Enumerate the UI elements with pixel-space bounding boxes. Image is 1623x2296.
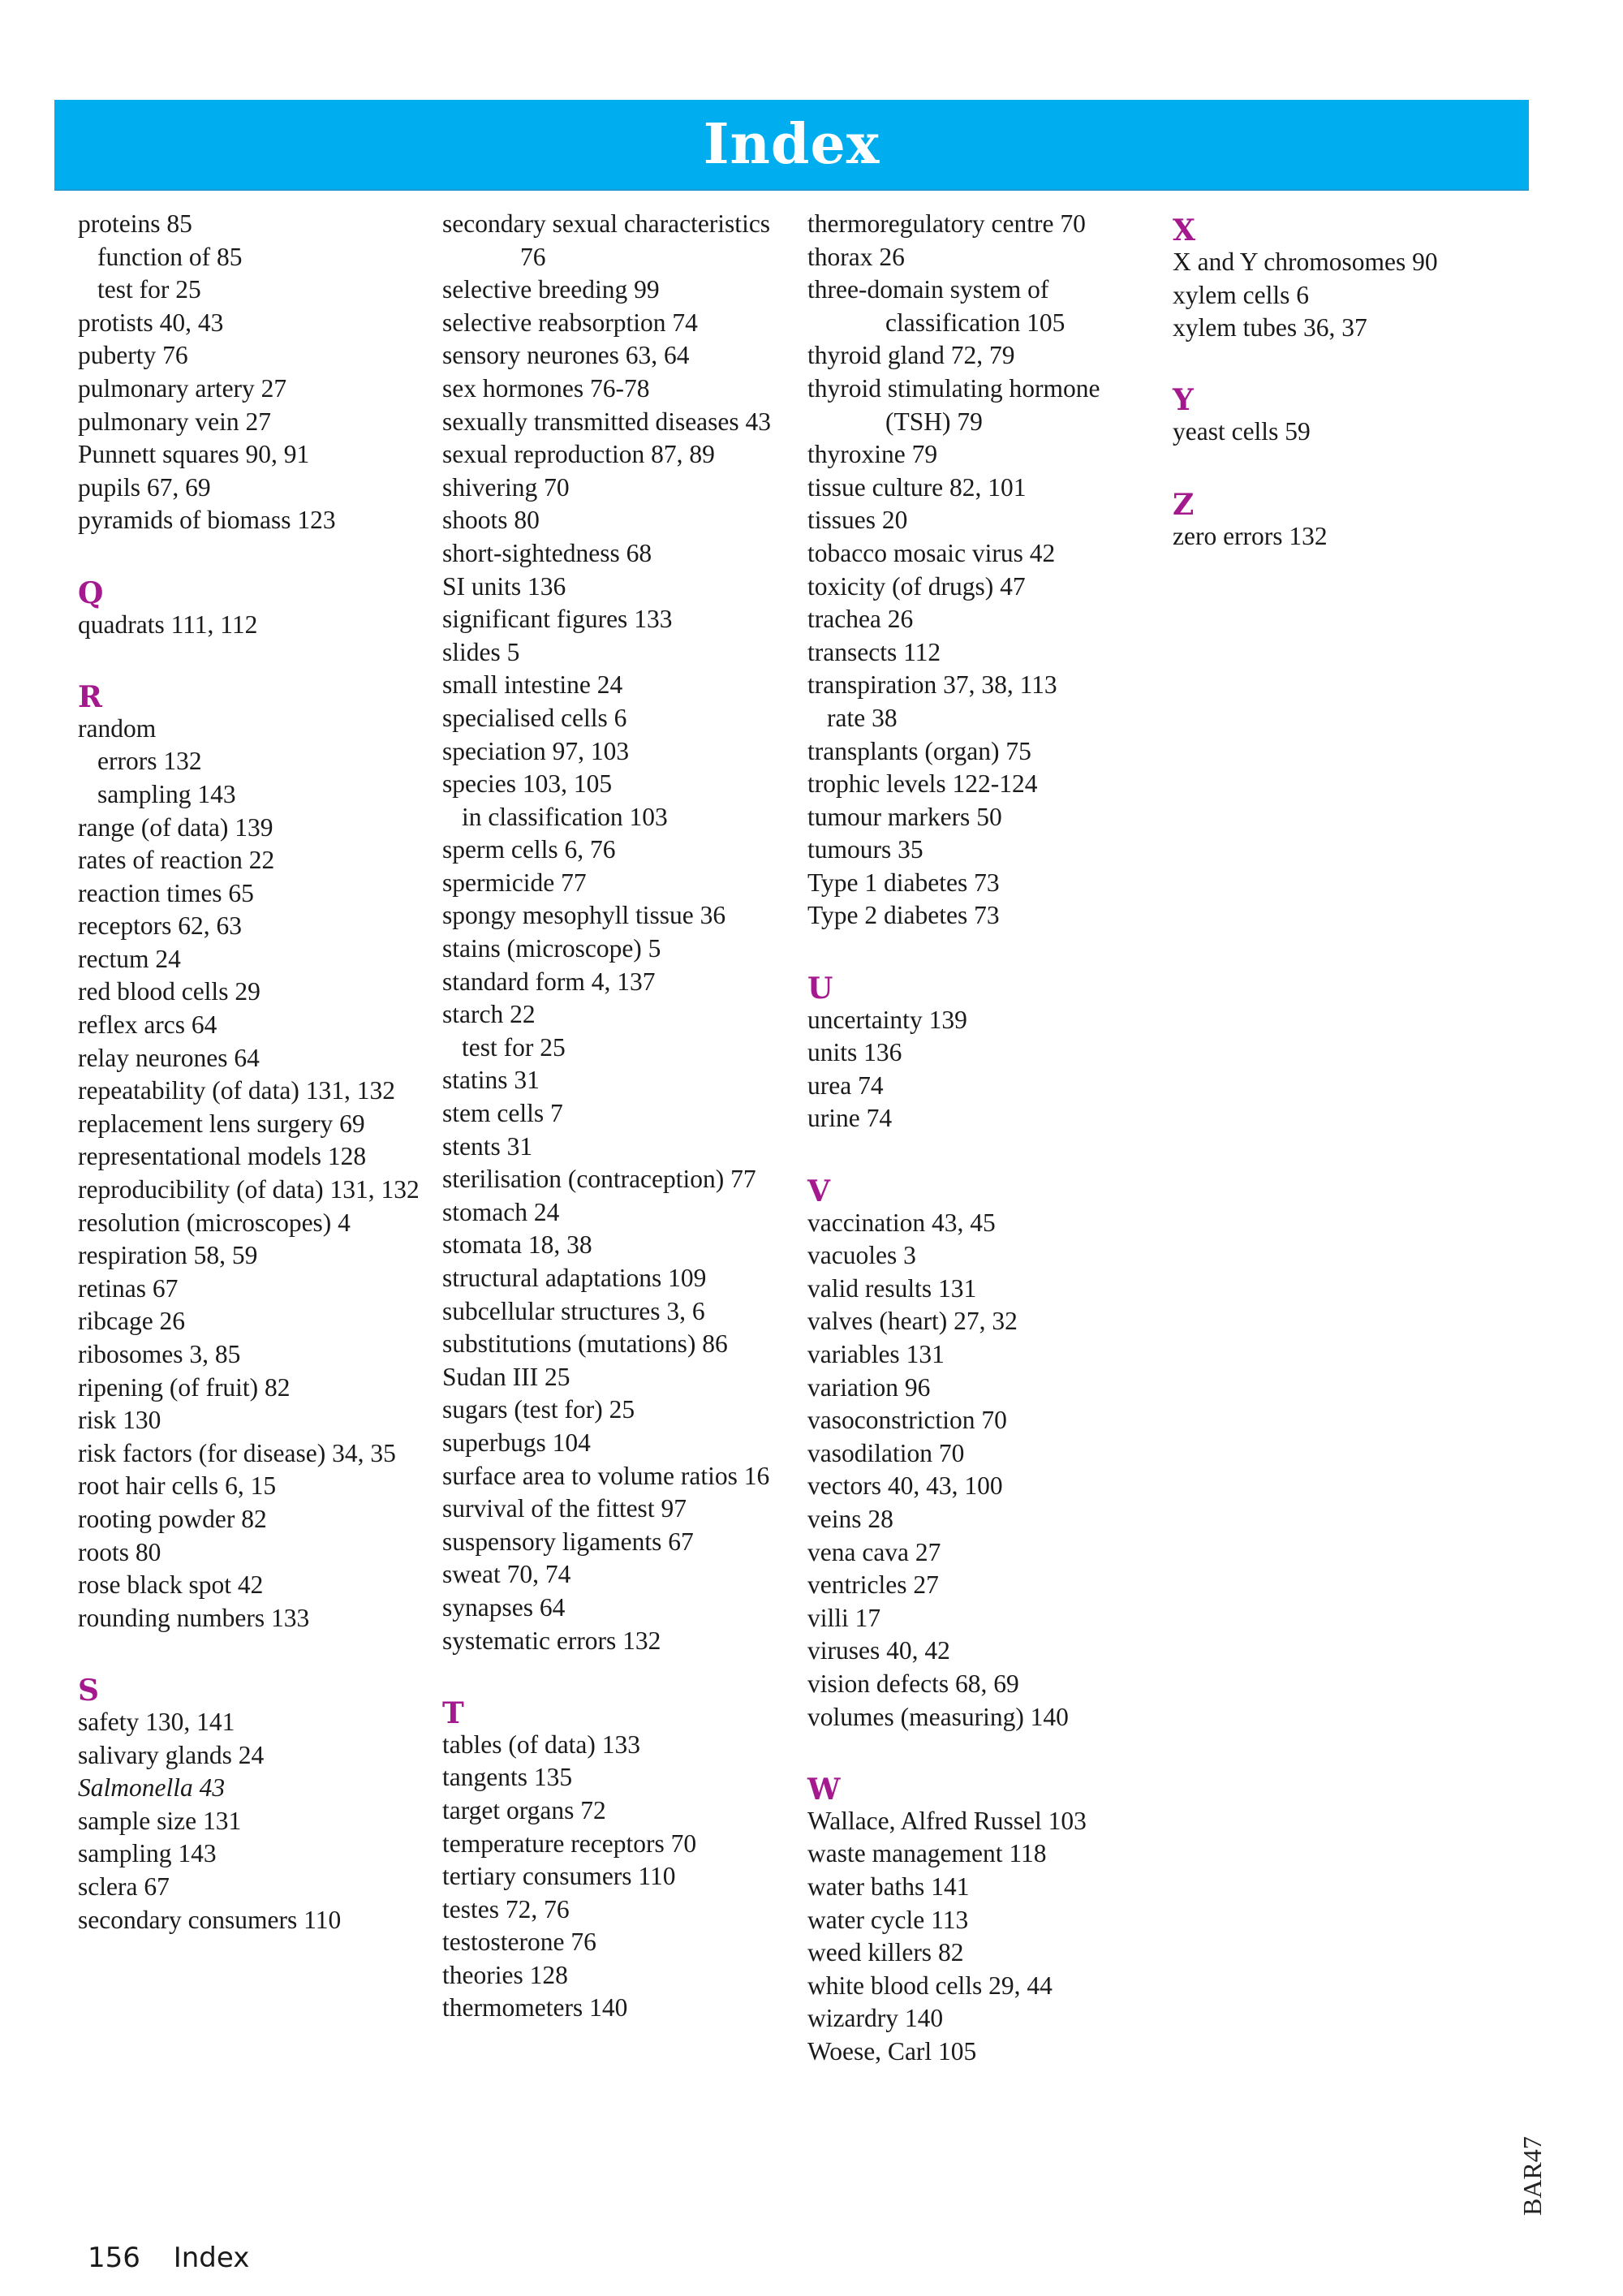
index-banner [54,100,1529,191]
index-entry: water baths 141 [807,1872,970,1901]
index-entry: speciation 97, 103 [442,736,630,765]
index-entry: transpiration 37, 38, 113 [807,670,1057,700]
index-entry: Punnett squares 90, 91 [78,440,310,469]
index-entry: sexual reproduction 87, 89 [442,440,715,469]
index-entry: Type 1 diabetes 73 [807,868,1000,897]
index-entry: subcellular structures 3, 6 [442,1296,705,1325]
index-entry: temperature receptors 70 [442,1829,697,1858]
index-entry: weed killers 82 [807,1938,964,1967]
section-spacer [78,537,435,571]
index-entry: pulmonary vein 27 [78,407,271,436]
index-entry: tertiary consumers 110 [442,1862,676,1891]
index-entry: tobacco mosaic virus 42 [807,538,1056,567]
index-entry: variables 131 [807,1340,945,1368]
index-entry: rooting powder 82 [78,1504,267,1533]
index-entry: random [78,713,157,743]
index-entry: secondary consumers 110 [78,1905,342,1934]
index-entry: xylem tubes 36, 37 [1173,313,1367,342]
index-entry: variation 96 [807,1372,931,1402]
index-subentry: test for 25 [462,1032,566,1062]
index-entry: vaccination 43, 45 [807,1208,996,1237]
index-entry: safety 130, 141 [78,1707,235,1736]
section-letter: X [1173,213,1195,248]
index-entry: uncertainty 139 [807,1005,967,1034]
index-entry: sensory neurones 63, 64 [442,341,690,370]
index-entry: selective reabsorption 74 [442,308,698,337]
section-spacer [807,933,1165,966]
index-column-1 [78,208,435,1936]
index-entry: spongy mesophyll tissue 36 [442,901,726,930]
index-entry: replacement lens surgery 69 [78,1109,365,1138]
section-spacer [807,1734,1165,1767]
section-letter: Y [1173,383,1194,418]
index-entry: synapses 64 [442,1592,566,1622]
page-number: 156 [88,2242,140,2274]
index-entry: trophic levels 122-124 [807,769,1038,799]
index-entry: SI units 136 [442,571,566,601]
section-letter: U [807,971,833,1006]
section-spacer [1173,345,1530,378]
index-entry: ribcage 26 [78,1307,186,1336]
side-code: BAR47 [1518,2136,1547,2216]
index-entry: X and Y chromosomes 90 [1173,248,1438,276]
index-entry: reflex arcs 64 [78,1010,217,1040]
index-entry: ripening (of fruit) 82 [78,1372,291,1402]
index-entry: white blood cells 29, 44 [807,1971,1053,2000]
index-entry: thermometers 140 [442,1993,628,2022]
page-footer [88,2242,249,2274]
index-entry: vena cava 27 [807,1537,941,1566]
index-entry: vasodilation 70 [807,1438,965,1467]
index-entry: sample size 131 [78,1806,242,1835]
index-subentry: sampling 143 [97,779,236,808]
index-entry: respiration 58, 59 [78,1241,258,1270]
index-entry: risk factors (for disease) 34, 35 [78,1438,396,1467]
index-subentry: errors 132 [97,747,202,776]
index-entry: rates of reaction 22 [78,846,275,875]
index-entry: thorax 26 [807,242,905,271]
index-entry: structural adaptations 109 [442,1264,707,1292]
index-entry: representational models 128 [78,1142,367,1171]
index-column-3 [807,208,1165,2068]
index-entry: starch 22 [442,1000,536,1029]
index-entry: Salmonella 43 [78,1773,226,1803]
index-entry: tumour markers 50 [807,802,1002,831]
index-entry: tissues 20 [807,506,908,535]
index-entry: tumours 35 [807,835,923,864]
index-entry: systematic errors 132 [442,1626,661,1655]
index-entry: vectors 40, 43, 100 [807,1471,1003,1501]
index-entry: stem cells 7 [442,1099,563,1128]
index-subentry: function of 85 [97,242,243,271]
index-entry: urine 74 [807,1104,893,1133]
index-entry: rose black spot 42 [78,1570,264,1600]
index-entry: three-domain system of classification 105 [807,275,1065,337]
footer-label: Index [173,2242,250,2274]
index-entry: stomata 18, 38 [442,1230,592,1260]
index-entry: standard form 4, 137 [442,967,656,996]
section-letter: T [442,1695,464,1730]
index-column-2 [442,208,799,2025]
index-entry: shivering 70 [442,472,570,502]
index-column-4 [1173,208,1530,553]
index-entry: pyramids of biomass 123 [78,506,336,535]
index-entry: villi 17 [807,1603,881,1632]
index-entry: significant figures 133 [442,605,673,634]
index-entry: surface area to volume ratios 16 [442,1461,770,1490]
index-entry: trachea 26 [807,605,914,634]
index-entry: roots 80 [78,1537,161,1566]
index-entry: transects 112 [807,637,941,666]
index-entry: waste management 118 [807,1839,1047,1868]
section-letter: W [807,1772,841,1807]
index-entry: valves (heart) 27, 32 [807,1307,1018,1336]
index-entry: Wallace, Alfred Russel 103 [807,1806,1087,1835]
index-entry: short-sightedness 68 [442,538,652,567]
index-entry: vasoconstriction 70 [807,1406,1007,1435]
index-entry: root hair cells 6, 15 [78,1471,277,1501]
index-entry: reaction times 65 [78,878,254,907]
index-entry: Sudan III 25 [442,1362,570,1391]
index-entry: stains (microscope) 5 [442,934,661,963]
section-spacer [807,1135,1165,1169]
index-entry: substitutions (mutations) 86 [442,1329,728,1359]
index-entry: transplants (organ) 75 [807,736,1031,765]
index-entry: slides 5 [442,637,520,666]
index-entry: quadrats 111, 112 [78,610,258,639]
index-subentry: rate 38 [827,703,898,732]
index-entry: ventricles 27 [807,1570,939,1600]
index-entry: vacuoles 3 [807,1241,916,1270]
index-entry: reproducibility (of data) 131, 132 [78,1175,420,1204]
section-letter: S [78,1673,99,1708]
index-entry: target organs 72 [442,1795,606,1824]
index-entry: species 103, 105 [442,769,613,799]
index-entry: Type 2 diabetes 73 [807,901,1000,930]
index-entry: thermoregulatory centre 70 [807,209,1086,238]
index-entry: water cycle 113 [807,1905,969,1934]
index-entry: volumes (measuring) 140 [807,1702,1069,1731]
index-entry: stents 31 [442,1131,533,1161]
index-entry: salivary glands 24 [78,1740,265,1769]
index-entry: zero errors 132 [1173,521,1328,550]
index-entry: proteins 85 [78,209,192,238]
index-entry: red blood cells 29 [78,977,260,1006]
index-entry: pupils 67, 69 [78,472,211,502]
section-letter: Z [1173,487,1195,522]
index-entry: ribosomes 3, 85 [78,1340,241,1368]
index-entry: thyroid gland 72, 79 [807,341,1015,370]
index-entry: units 136 [807,1038,902,1067]
index-entry: range (of data) 139 [78,812,273,842]
index-entry: small intestine 24 [442,670,623,700]
index-entry: rounding numbers 133 [78,1603,310,1632]
index-entry: stomach 24 [442,1197,560,1226]
index-entry: sclera 67 [78,1872,170,1901]
index-entry: risk 130 [78,1406,161,1435]
index-entry: thyroxine 79 [807,440,938,469]
section-spacer [442,1657,799,1691]
index-entry: urea 74 [807,1070,884,1100]
index-entry: sterilisation (contraception) 77 [442,1165,756,1194]
index-entry: specialised cells 6 [442,703,627,732]
index-subentry: in classification 103 [462,802,668,831]
section-spacer [1173,449,1530,482]
index-entry: survival of the fittest 97 [442,1494,687,1523]
index-entry: resolution (microscopes) 4 [78,1208,351,1237]
index-entry: shoots 80 [442,506,540,535]
index-entry: relay neurones 64 [78,1043,260,1072]
index-entry: xylem cells 6 [1173,280,1309,309]
index-entry: protists 40, 43 [78,308,224,337]
index-entry: sweat 70, 74 [442,1560,571,1589]
index-entry: secondary sexual characteristics 76 [442,209,771,271]
index-entry: spermicide 77 [442,868,587,897]
index-entry: sperm cells 6, 76 [442,835,616,864]
index-entry: Woese, Carl 105 [807,2036,977,2066]
index-entry: selective breeding 99 [442,275,660,304]
index-entry: tissue culture 82, 101 [807,472,1027,502]
index-entry: toxicity (of drugs) 47 [807,571,1026,601]
index-entry: wizardry 140 [807,2004,944,2033]
index-entry: sexually transmitted diseases 43 [442,407,772,436]
section-spacer [78,1635,435,1668]
index-entry: theories 128 [442,1960,568,1989]
index-entry: testes 72, 76 [442,1894,570,1923]
index-entry: statins 31 [442,1066,540,1095]
index-entry: retinas 67 [78,1273,179,1303]
index-entry: superbugs 104 [442,1428,591,1457]
index-entry: suspensory ligaments 67 [442,1527,694,1556]
section-letter: R [78,679,102,714]
page-title: Index [703,112,880,177]
index-entry: tangents 135 [442,1763,573,1792]
index-entry: pulmonary artery 27 [78,373,287,403]
index-entry: receptors 62, 63 [78,911,243,941]
index-entry: vision defects 68, 69 [807,1669,1019,1698]
index-entry: yeast cells 59 [1173,417,1311,446]
index-entry: sex hormones 76-78 [442,373,650,403]
index-entry: rectum 24 [78,944,181,973]
index-entry: repeatability (of data) 131, 132 [78,1076,395,1105]
index-entry: valid results 131 [807,1273,977,1303]
index-entry: testosterone 76 [442,1928,596,1957]
index-entry: tables (of data) 133 [442,1730,641,1759]
section-spacer [78,641,435,674]
section-letter: Q [78,575,104,610]
section-letter: V [807,1174,830,1208]
index-entry: thyroid stimulating hormone (TSH) 79 [807,373,1100,436]
index-entry: puberty 76 [78,341,188,370]
index-entry: veins 28 [807,1504,893,1533]
index-entry: viruses 40, 42 [807,1636,950,1665]
index-subentry: test for 25 [97,275,201,304]
index-entry: sampling 143 [78,1839,217,1868]
index-entry: sugars (test for) 25 [442,1395,635,1424]
